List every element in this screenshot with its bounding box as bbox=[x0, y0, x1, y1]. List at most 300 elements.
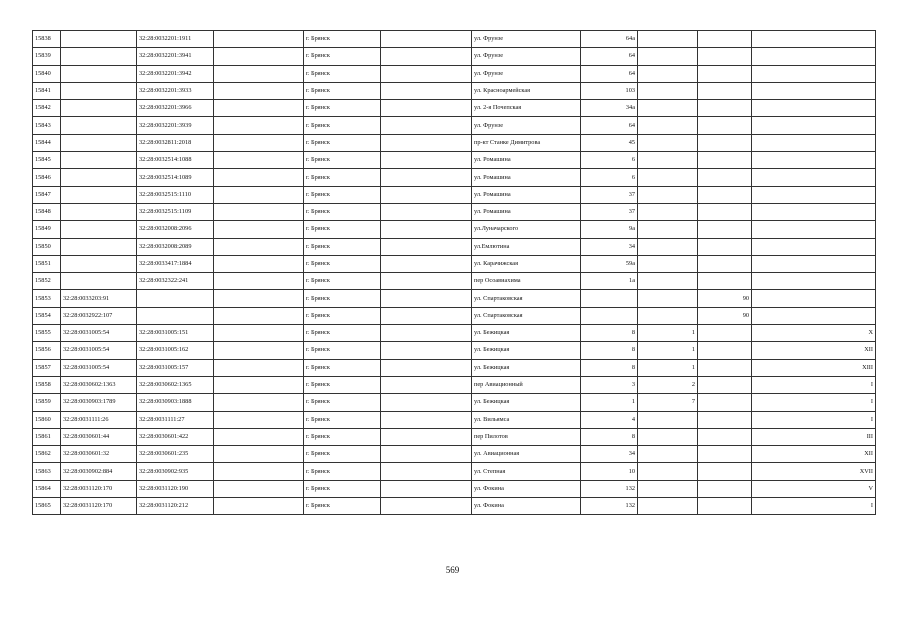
blank-cell bbox=[214, 255, 304, 272]
house-number-cell: 6 bbox=[581, 169, 638, 186]
blank-cell bbox=[214, 134, 304, 151]
parcel-cadastral-cell bbox=[61, 221, 137, 238]
premises-cell bbox=[752, 169, 876, 186]
building-cell bbox=[638, 48, 698, 65]
parcel-cadastral-cell bbox=[61, 186, 137, 203]
house-number-cell: 1а bbox=[581, 273, 638, 290]
blank-cell bbox=[214, 480, 304, 497]
street-cell: ул.Луначарского bbox=[472, 221, 581, 238]
row-number-cell: 15844 bbox=[33, 134, 61, 151]
blank-cell bbox=[214, 411, 304, 428]
blank-cell bbox=[214, 238, 304, 255]
house-number-cell: 3 bbox=[581, 376, 638, 393]
street-cell: ул. Карачижская bbox=[472, 255, 581, 272]
parcel-cadastral-cell bbox=[61, 152, 137, 169]
premises-cell bbox=[752, 221, 876, 238]
blank-cell bbox=[381, 394, 472, 411]
blank-cell bbox=[381, 273, 472, 290]
premises-cell bbox=[752, 134, 876, 151]
row-number-cell: 15859 bbox=[33, 394, 61, 411]
parcel-cadastral-cell bbox=[61, 169, 137, 186]
object-cadastral-cell: 32:28:0031005:162 bbox=[137, 342, 214, 359]
house-number-cell: 1 bbox=[581, 394, 638, 411]
object-cadastral-cell: 32:28:0031120:190 bbox=[137, 480, 214, 497]
premises-cell: V bbox=[752, 480, 876, 497]
apartment-cell bbox=[698, 134, 752, 151]
apartment-cell bbox=[698, 65, 752, 82]
house-number-cell: 8 bbox=[581, 359, 638, 376]
city-cell: г. Брянск bbox=[304, 376, 381, 393]
row-number-cell: 15843 bbox=[33, 117, 61, 134]
building-cell bbox=[638, 117, 698, 134]
row-number-cell: 15838 bbox=[33, 31, 61, 48]
street-cell: ул. Фрунзе bbox=[472, 48, 581, 65]
table-row bbox=[33, 152, 876, 169]
blank-cell bbox=[214, 169, 304, 186]
row-number-cell: 15849 bbox=[33, 221, 61, 238]
city-cell: г. Брянск bbox=[304, 186, 381, 203]
city-cell: г. Брянск bbox=[304, 359, 381, 376]
street-cell: ул. Спартаковская bbox=[472, 307, 581, 324]
city-cell: г. Брянск bbox=[304, 342, 381, 359]
blank-cell bbox=[381, 428, 472, 445]
object-cadastral-cell: 32:28:0032201:1911 bbox=[137, 31, 214, 48]
street-cell: ул. Ромашина bbox=[472, 203, 581, 220]
city-cell: г. Брянск bbox=[304, 48, 381, 65]
table-row bbox=[33, 428, 876, 445]
apartment-cell bbox=[698, 117, 752, 134]
house-number-cell bbox=[581, 290, 638, 307]
apartment-cell bbox=[698, 100, 752, 117]
blank-cell bbox=[381, 480, 472, 497]
building-cell bbox=[638, 463, 698, 480]
street-cell: ул. Авиационная bbox=[472, 446, 581, 463]
table-row bbox=[33, 238, 876, 255]
city-cell: г. Брянск bbox=[304, 446, 381, 463]
street-cell: ул. Красноармейская bbox=[472, 82, 581, 99]
premises-cell: I bbox=[752, 376, 876, 393]
city-cell: г. Брянск bbox=[304, 498, 381, 515]
parcel-cadastral-cell bbox=[61, 255, 137, 272]
premises-cell: XII bbox=[752, 342, 876, 359]
city-cell: г. Брянск bbox=[304, 169, 381, 186]
city-cell: г. Брянск bbox=[304, 325, 381, 342]
street-cell: ул. Бежицкая bbox=[472, 325, 581, 342]
blank-cell bbox=[214, 221, 304, 238]
object-cadastral-cell bbox=[137, 290, 214, 307]
table-body bbox=[33, 31, 876, 515]
object-cadastral-cell: 32:28:0033417:1884 bbox=[137, 255, 214, 272]
apartment-cell bbox=[698, 203, 752, 220]
blank-cell bbox=[381, 100, 472, 117]
apartment-cell bbox=[698, 428, 752, 445]
table-row bbox=[33, 342, 876, 359]
building-cell: 1 bbox=[638, 359, 698, 376]
row-number-cell: 15863 bbox=[33, 463, 61, 480]
blank-cell bbox=[214, 65, 304, 82]
premises-cell bbox=[752, 65, 876, 82]
apartment-cell bbox=[698, 31, 752, 48]
city-cell: г. Брянск bbox=[304, 82, 381, 99]
building-cell bbox=[638, 446, 698, 463]
row-number-cell: 15846 bbox=[33, 169, 61, 186]
building-cell bbox=[638, 498, 698, 515]
building-cell bbox=[638, 221, 698, 238]
row-number-cell: 15861 bbox=[33, 428, 61, 445]
object-cadastral-cell: 32:28:0032515:1110 bbox=[137, 186, 214, 203]
apartment-cell bbox=[698, 325, 752, 342]
property-register-table bbox=[32, 30, 876, 515]
apartment-cell bbox=[698, 255, 752, 272]
street-cell: ул. Степная bbox=[472, 463, 581, 480]
city-cell: г. Брянск bbox=[304, 255, 381, 272]
table-row bbox=[33, 446, 876, 463]
table-row bbox=[33, 411, 876, 428]
building-cell bbox=[638, 152, 698, 169]
parcel-cadastral-cell: 32:28:0030601:44 bbox=[61, 428, 137, 445]
building-cell bbox=[638, 169, 698, 186]
house-number-cell: 8 bbox=[581, 428, 638, 445]
premises-cell: XVII bbox=[752, 463, 876, 480]
premises-cell: I bbox=[752, 394, 876, 411]
table-row bbox=[33, 134, 876, 151]
apartment-cell bbox=[698, 82, 752, 99]
table-row bbox=[33, 31, 876, 48]
city-cell: г. Брянск bbox=[304, 307, 381, 324]
city-cell: г. Брянск bbox=[304, 203, 381, 220]
parcel-cadastral-cell bbox=[61, 273, 137, 290]
apartment-cell bbox=[698, 411, 752, 428]
house-number-cell: 8 bbox=[581, 342, 638, 359]
premises-cell bbox=[752, 100, 876, 117]
parcel-cadastral-cell: 32:28:0031111:26 bbox=[61, 411, 137, 428]
building-cell bbox=[638, 273, 698, 290]
city-cell: г. Брянск bbox=[304, 152, 381, 169]
street-cell: ул. Фрунзе bbox=[472, 117, 581, 134]
table-row bbox=[33, 498, 876, 515]
blank-cell bbox=[381, 463, 472, 480]
blank-cell bbox=[381, 82, 472, 99]
blank-cell bbox=[381, 411, 472, 428]
blank-cell bbox=[214, 117, 304, 134]
city-cell: г. Брянск bbox=[304, 100, 381, 117]
house-number-cell: 10 bbox=[581, 463, 638, 480]
row-number-cell: 15853 bbox=[33, 290, 61, 307]
building-cell bbox=[638, 31, 698, 48]
row-number-cell: 15862 bbox=[33, 446, 61, 463]
object-cadastral-cell: 32:28:0032201:3933 bbox=[137, 82, 214, 99]
premises-cell bbox=[752, 48, 876, 65]
object-cadastral-cell: 32:28:0032201:3966 bbox=[137, 100, 214, 117]
row-number-cell: 15851 bbox=[33, 255, 61, 272]
premises-cell bbox=[752, 255, 876, 272]
table-row bbox=[33, 480, 876, 497]
blank-cell bbox=[381, 152, 472, 169]
city-cell: г. Брянск bbox=[304, 117, 381, 134]
house-number-cell: 64 bbox=[581, 117, 638, 134]
blank-cell bbox=[214, 498, 304, 515]
row-number-cell: 15855 bbox=[33, 325, 61, 342]
blank-cell bbox=[214, 342, 304, 359]
parcel-cadastral-cell: 32:28:0030903:1789 bbox=[61, 394, 137, 411]
object-cadastral-cell: 32:28:0030602:1365 bbox=[137, 376, 214, 393]
parcel-cadastral-cell bbox=[61, 117, 137, 134]
blank-cell bbox=[381, 117, 472, 134]
blank-cell bbox=[214, 186, 304, 203]
building-cell: 7 bbox=[638, 394, 698, 411]
premises-cell bbox=[752, 203, 876, 220]
object-cadastral-cell: 32:28:0032201:3939 bbox=[137, 117, 214, 134]
blank-cell bbox=[214, 446, 304, 463]
object-cadastral-cell: 32:28:0030902:935 bbox=[137, 463, 214, 480]
city-cell: г. Брянск bbox=[304, 411, 381, 428]
city-cell: г. Брянск bbox=[304, 463, 381, 480]
house-number-cell: 64 bbox=[581, 48, 638, 65]
blank-cell bbox=[381, 48, 472, 65]
premises-cell bbox=[752, 238, 876, 255]
table-row bbox=[33, 203, 876, 220]
street-cell: пер Пилотов bbox=[472, 428, 581, 445]
table-row bbox=[33, 325, 876, 342]
blank-cell bbox=[214, 359, 304, 376]
street-cell: ул. Фокина bbox=[472, 480, 581, 497]
parcel-cadastral-cell bbox=[61, 134, 137, 151]
row-number-cell: 15865 bbox=[33, 498, 61, 515]
house-number-cell bbox=[581, 307, 638, 324]
blank-cell bbox=[381, 446, 472, 463]
parcel-cadastral-cell bbox=[61, 203, 137, 220]
city-cell: г. Брянск bbox=[304, 31, 381, 48]
blank-cell bbox=[381, 376, 472, 393]
row-number-cell: 15842 bbox=[33, 100, 61, 117]
object-cadastral-cell: 32:28:0030903:1888 bbox=[137, 394, 214, 411]
house-number-cell: 132 bbox=[581, 480, 638, 497]
city-cell: г. Брянск bbox=[304, 134, 381, 151]
street-cell: ул. Спартаковская bbox=[472, 290, 581, 307]
parcel-cadastral-cell: 32:28:0031005:54 bbox=[61, 359, 137, 376]
house-number-cell: 132 bbox=[581, 498, 638, 515]
apartment-cell bbox=[698, 186, 752, 203]
blank-cell bbox=[381, 307, 472, 324]
apartment-cell bbox=[698, 446, 752, 463]
object-cadastral-cell: 32:28:0032515:1109 bbox=[137, 203, 214, 220]
building-cell bbox=[638, 255, 698, 272]
blank-cell bbox=[381, 31, 472, 48]
house-number-cell: 103 bbox=[581, 82, 638, 99]
row-number-cell: 15845 bbox=[33, 152, 61, 169]
blank-cell bbox=[381, 65, 472, 82]
object-cadastral-cell: 32:28:0032322:241 bbox=[137, 273, 214, 290]
row-number-cell: 15841 bbox=[33, 82, 61, 99]
row-number-cell: 15848 bbox=[33, 203, 61, 220]
parcel-cadastral-cell bbox=[61, 100, 137, 117]
street-cell: ул. Ромашина bbox=[472, 152, 581, 169]
street-cell: ул. Бежицкая bbox=[472, 342, 581, 359]
blank-cell bbox=[381, 498, 472, 515]
building-cell bbox=[638, 134, 698, 151]
premises-cell: I bbox=[752, 411, 876, 428]
row-number-cell: 15856 bbox=[33, 342, 61, 359]
blank-cell bbox=[214, 290, 304, 307]
table-row bbox=[33, 273, 876, 290]
premises-cell: XIII bbox=[752, 359, 876, 376]
table-row bbox=[33, 463, 876, 480]
blank-cell bbox=[214, 203, 304, 220]
object-cadastral-cell: 32:28:0032201:3941 bbox=[137, 48, 214, 65]
street-cell: пер Осоавиахима bbox=[472, 273, 581, 290]
city-cell: г. Брянск bbox=[304, 238, 381, 255]
house-number-cell: 59а bbox=[581, 255, 638, 272]
table-row bbox=[33, 65, 876, 82]
house-number-cell: 8 bbox=[581, 325, 638, 342]
blank-cell bbox=[214, 394, 304, 411]
blank-cell bbox=[214, 428, 304, 445]
table-row bbox=[33, 359, 876, 376]
premises-cell bbox=[752, 186, 876, 203]
building-cell bbox=[638, 480, 698, 497]
apartment-cell bbox=[698, 342, 752, 359]
house-number-cell: 45 bbox=[581, 134, 638, 151]
apartment-cell bbox=[698, 48, 752, 65]
parcel-cadastral-cell bbox=[61, 82, 137, 99]
parcel-cadastral-cell bbox=[61, 48, 137, 65]
table-row bbox=[33, 186, 876, 203]
table-row bbox=[33, 221, 876, 238]
object-cadastral-cell bbox=[137, 307, 214, 324]
parcel-cadastral-cell: 32:28:0033203:91 bbox=[61, 290, 137, 307]
house-number-cell: 9а bbox=[581, 221, 638, 238]
table-row bbox=[33, 48, 876, 65]
table-row bbox=[33, 290, 876, 307]
premises-cell bbox=[752, 152, 876, 169]
table-row bbox=[33, 394, 876, 411]
city-cell: г. Брянск bbox=[304, 428, 381, 445]
premises-cell: X bbox=[752, 325, 876, 342]
building-cell bbox=[638, 307, 698, 324]
building-cell bbox=[638, 186, 698, 203]
premises-cell bbox=[752, 290, 876, 307]
premises-cell bbox=[752, 82, 876, 99]
blank-cell bbox=[214, 100, 304, 117]
row-number-cell: 15852 bbox=[33, 273, 61, 290]
apartment-cell: 90 bbox=[698, 290, 752, 307]
table-row bbox=[33, 117, 876, 134]
object-cadastral-cell: 32:28:0032008:2089 bbox=[137, 238, 214, 255]
table-row bbox=[33, 169, 876, 186]
blank-cell bbox=[214, 376, 304, 393]
row-number-cell: 15847 bbox=[33, 186, 61, 203]
parcel-cadastral-cell: 32:28:0030902:884 bbox=[61, 463, 137, 480]
building-cell: 1 bbox=[638, 325, 698, 342]
blank-cell bbox=[381, 255, 472, 272]
street-cell: ул. Ромашина bbox=[472, 169, 581, 186]
table-row bbox=[33, 82, 876, 99]
blank-cell bbox=[381, 290, 472, 307]
apartment-cell: 90 bbox=[698, 307, 752, 324]
house-number-cell: 4 bbox=[581, 411, 638, 428]
object-cadastral-cell: 32:28:0032201:3942 bbox=[137, 65, 214, 82]
object-cadastral-cell: 32:28:0032811:2018 bbox=[137, 134, 214, 151]
blank-cell bbox=[381, 325, 472, 342]
blank-cell bbox=[381, 238, 472, 255]
premises-cell: III bbox=[752, 428, 876, 445]
street-cell: ул. Бежицкая bbox=[472, 359, 581, 376]
apartment-cell bbox=[698, 238, 752, 255]
table-row bbox=[33, 307, 876, 324]
row-number-cell: 15864 bbox=[33, 480, 61, 497]
building-cell bbox=[638, 238, 698, 255]
parcel-cadastral-cell bbox=[61, 31, 137, 48]
blank-cell bbox=[381, 169, 472, 186]
street-cell: ул. Фокина bbox=[472, 498, 581, 515]
city-cell: г. Брянск bbox=[304, 480, 381, 497]
street-cell: пр-кт Станке Димитрова bbox=[472, 134, 581, 151]
apartment-cell bbox=[698, 359, 752, 376]
city-cell: г. Брянск bbox=[304, 65, 381, 82]
row-number-cell: 15858 bbox=[33, 376, 61, 393]
street-cell: ул. Ромашина bbox=[472, 186, 581, 203]
building-cell bbox=[638, 100, 698, 117]
object-cadastral-cell: 32:28:0032514:1088 bbox=[137, 152, 214, 169]
blank-cell bbox=[381, 203, 472, 220]
street-cell: ул.Емлютина bbox=[472, 238, 581, 255]
object-cadastral-cell: 32:28:0032514:1089 bbox=[137, 169, 214, 186]
city-cell: г. Брянск bbox=[304, 394, 381, 411]
blank-cell bbox=[214, 152, 304, 169]
parcel-cadastral-cell: 32:28:0030602:1363 bbox=[61, 376, 137, 393]
blank-cell bbox=[214, 307, 304, 324]
object-cadastral-cell: 32:28:0030601:235 bbox=[137, 446, 214, 463]
table-row bbox=[33, 255, 876, 272]
premises-cell bbox=[752, 273, 876, 290]
object-cadastral-cell: 32:28:0031120:212 bbox=[137, 498, 214, 515]
street-cell: ул. Фрунзе bbox=[472, 31, 581, 48]
parcel-cadastral-cell: 32:28:0031005:54 bbox=[61, 325, 137, 342]
apartment-cell bbox=[698, 480, 752, 497]
building-cell bbox=[638, 65, 698, 82]
object-cadastral-cell: 32:28:0031111:27 bbox=[137, 411, 214, 428]
apartment-cell bbox=[698, 169, 752, 186]
blank-cell bbox=[381, 221, 472, 238]
house-number-cell: 6 bbox=[581, 152, 638, 169]
building-cell: 2 bbox=[638, 376, 698, 393]
street-cell: ул. Фрунзе bbox=[472, 65, 581, 82]
building-cell: 1 bbox=[638, 342, 698, 359]
city-cell: г. Брянск bbox=[304, 273, 381, 290]
table-row bbox=[33, 100, 876, 117]
apartment-cell bbox=[698, 273, 752, 290]
house-number-cell: 37 bbox=[581, 203, 638, 220]
blank-cell bbox=[381, 359, 472, 376]
street-cell: пер Авиационный bbox=[472, 376, 581, 393]
building-cell bbox=[638, 82, 698, 99]
street-cell: ул. Бежицкая bbox=[472, 394, 581, 411]
row-number-cell: 15860 bbox=[33, 411, 61, 428]
house-number-cell: 34а bbox=[581, 100, 638, 117]
premises-cell bbox=[752, 117, 876, 134]
blank-cell bbox=[214, 463, 304, 480]
apartment-cell bbox=[698, 394, 752, 411]
house-number-cell: 64а bbox=[581, 31, 638, 48]
parcel-cadastral-cell: 32:28:0031120:170 bbox=[61, 480, 137, 497]
blank-cell bbox=[381, 186, 472, 203]
blank-cell bbox=[214, 82, 304, 99]
city-cell: г. Брянск bbox=[304, 290, 381, 307]
blank-cell bbox=[214, 325, 304, 342]
premises-cell bbox=[752, 31, 876, 48]
street-cell: ул. 2-я Почепская bbox=[472, 100, 581, 117]
row-number-cell: 15839 bbox=[33, 48, 61, 65]
